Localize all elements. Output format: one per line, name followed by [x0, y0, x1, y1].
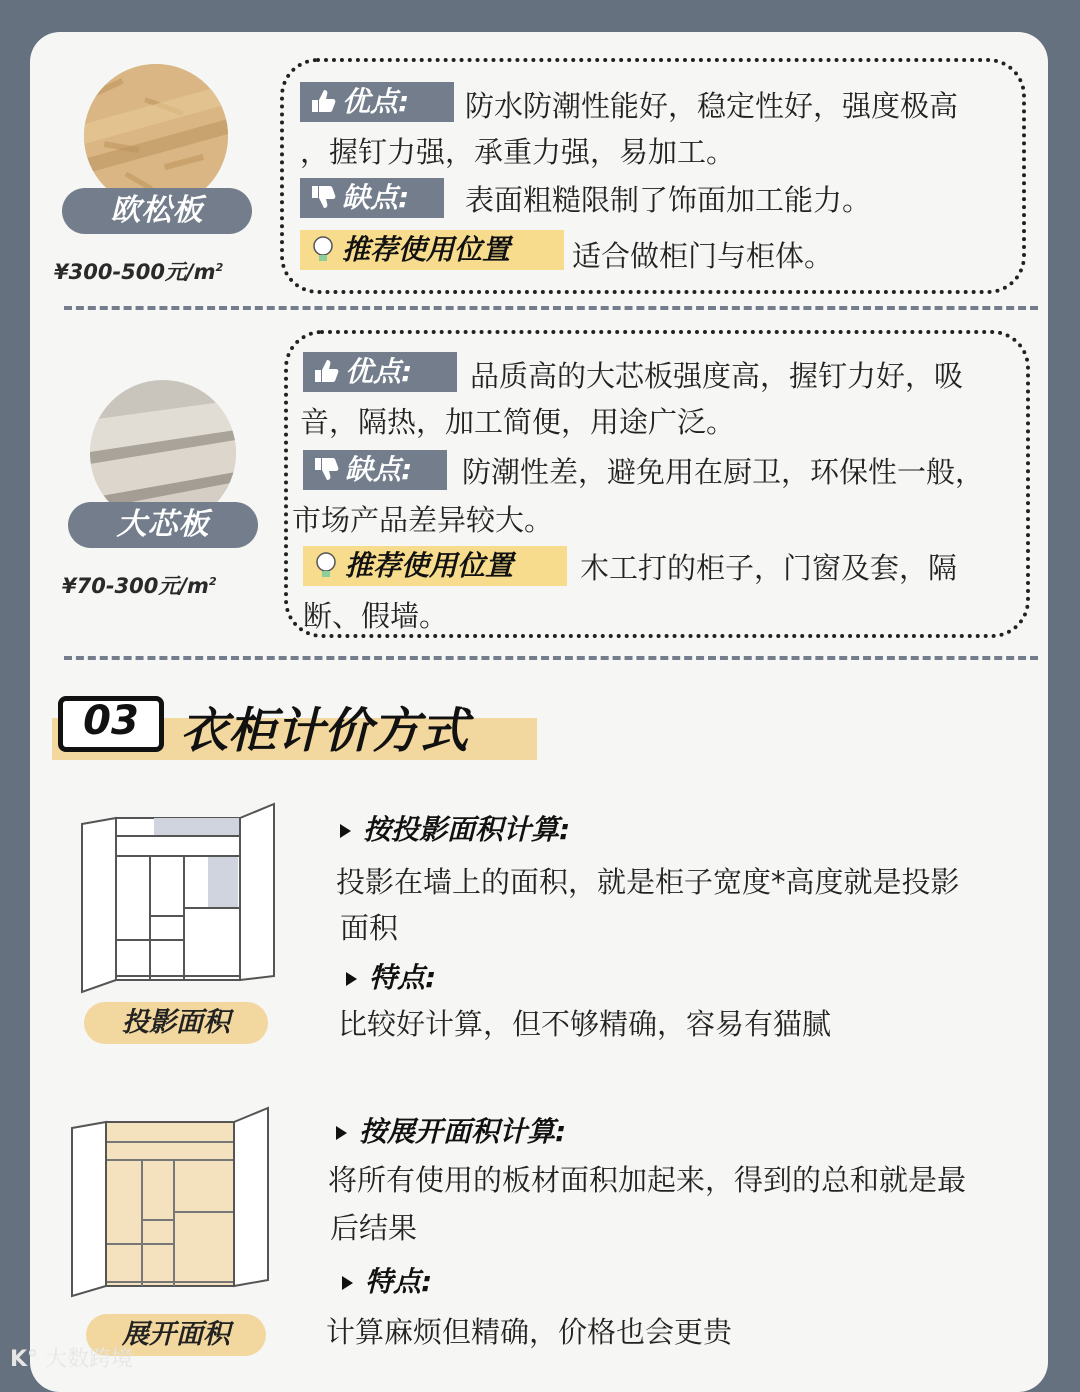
feature-heading-text: 特点: [369, 961, 437, 994]
triangle-bullet-icon [342, 1276, 353, 1290]
section-number-badge: 03 [58, 696, 164, 752]
method-heading-projection [340, 808, 570, 848]
feature-heading-text: 特点: [365, 1265, 433, 1298]
method-label-unfold: 展开面积 [86, 1314, 266, 1356]
triangle-bullet-icon [340, 824, 351, 838]
watermark-logo-icon: K° [10, 1347, 39, 1372]
pros-label: 优点: [345, 355, 413, 388]
recommend-text-line1: 适合做柜门与柜体。 [572, 239, 834, 273]
cons-tag [303, 450, 447, 490]
method-desc-line2: 后结果 [330, 1211, 418, 1245]
wardrobe-unfold-illustration [70, 1102, 270, 1298]
price-text: ¥300-500元/m [54, 260, 216, 284]
method-desc-line1: 将所有使用的板材面积加起来，得到的总和就是最 [328, 1163, 967, 1197]
pros-tag [303, 352, 457, 392]
material-price-osb [54, 256, 223, 286]
recommend-label: 推荐使用位置 [342, 233, 511, 266]
recommend-text-line1: 木工打的柜子，门窗及套，隔 [580, 551, 958, 585]
feature-text: 比较好计算，但不够精确，容易有猫腻 [338, 1007, 832, 1041]
method-heading-unfold [336, 1110, 566, 1150]
divider [64, 306, 1038, 310]
wardrobe-projection-illustration [80, 800, 276, 996]
cons-label: 缺点: [342, 181, 410, 214]
watermark [10, 1342, 133, 1373]
divider [64, 656, 1038, 660]
watermark-text: 大数跨境 [45, 1347, 134, 1372]
osb-board-image [84, 64, 228, 208]
recommend-label: 推荐使用位置 [345, 549, 514, 582]
feature-heading-projection [346, 956, 436, 996]
pros-text-line1: 品质高的大芯板强度高，握钉力好，吸 [470, 359, 964, 393]
recommend-tag [303, 546, 567, 586]
price-superscript: 2 [215, 261, 224, 274]
thumbs-up-icon [311, 356, 341, 386]
pros-tag [300, 82, 454, 122]
thumbs-down-icon [308, 182, 338, 212]
pros-text-line2: 音，隔热，加工简便，用途广泛。 [300, 405, 736, 439]
triangle-bullet-icon [336, 1126, 347, 1140]
feature-heading-unfold [342, 1260, 432, 1300]
recommend-tag [300, 230, 564, 270]
pros-text-line2: ，握钉力强，承重力强，易加工。 [300, 135, 736, 169]
cons-text-line1: 表面粗糙限制了饰面加工能力。 [465, 183, 872, 217]
lightbulb-icon [311, 550, 341, 580]
thumbs-down-icon [311, 454, 341, 484]
feature-text: 计算麻烦但精确，价格也会更贵 [326, 1315, 733, 1349]
cons-text-line2: 市场产品差异较大。 [292, 503, 554, 537]
price-text: ¥70-300元/m [62, 574, 209, 598]
pros-text-line1: 防水防潮性能好，稳定性好，强度极高 [465, 89, 959, 123]
method-label-projection: 投影面积 [84, 1002, 268, 1044]
method-desc-line1: 投影在墙上的面积，就是柜子宽度*高度就是投影 [336, 865, 960, 899]
section-title: 衣柜计价方式 [180, 703, 469, 759]
cons-label: 缺点: [345, 453, 413, 486]
method-desc-line2: 面积 [340, 911, 399, 945]
material-name-blockboard: 大芯板 [68, 502, 258, 548]
pros-label: 优点: [342, 85, 410, 118]
cons-tag [300, 178, 444, 218]
material-price-blockboard [62, 570, 217, 600]
material-name-osb: 欧松板 [62, 188, 252, 234]
method-heading-text: 按展开面积计算: [359, 1115, 567, 1148]
triangle-bullet-icon [346, 972, 357, 986]
price-superscript: 2 [208, 575, 217, 588]
method-heading-text: 按投影面积计算: [363, 813, 571, 846]
thumbs-up-icon [308, 86, 338, 116]
recommend-text-line2: 断、假墙。 [303, 599, 449, 633]
lightbulb-icon [308, 234, 338, 264]
cons-text-line1: 防潮性差，避免用在厨卫，环保性一般， [462, 455, 985, 489]
